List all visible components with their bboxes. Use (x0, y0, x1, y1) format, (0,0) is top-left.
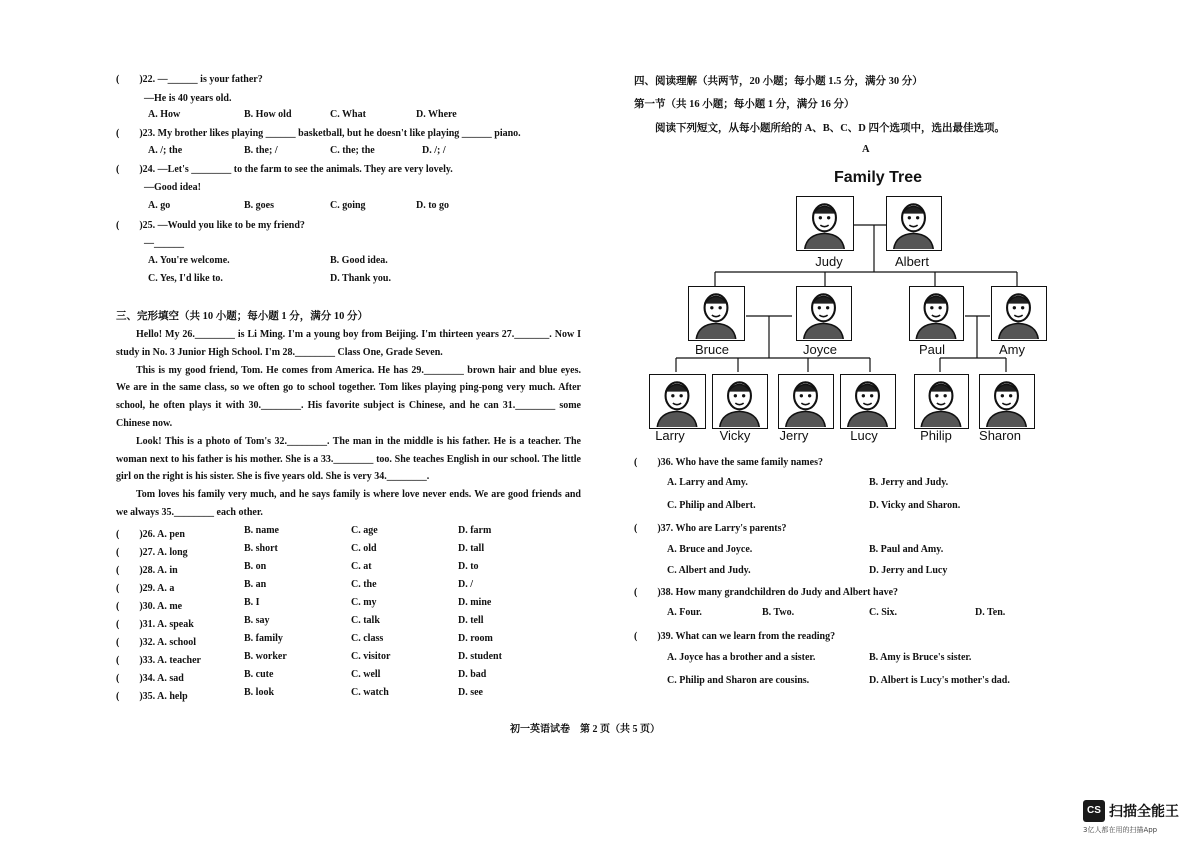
passage-paragraph-4: Tom loves his family very much, and he says family is where love never ends. We are good friends and we always 35.________ each other. (116, 489, 581, 518)
cloze-32-option-a: ( )32. A. school (116, 637, 196, 648)
cloze-33-option-a: ( )33. A. teacher (116, 655, 201, 666)
q36-option-d: D. Vicky and Sharon. (869, 500, 961, 511)
person-portrait-icon (689, 287, 743, 339)
q25-option-c: C. Yes, I'd like to. (148, 273, 223, 284)
q23-option-c: C. the; the (330, 145, 375, 156)
question-24-reply: —Good idea! (144, 182, 201, 193)
cloze-27-option-a: ( )27. A. long (116, 547, 188, 558)
q39-option-d: D. Albert is Lucy's mother's dad. (869, 675, 1010, 686)
q24-option-a: A. go (148, 200, 171, 211)
person-portrait-icon (779, 375, 832, 427)
portrait-judy (796, 196, 854, 251)
cloze-31-option-b: B. say (244, 615, 270, 626)
cloze-35-option-d: D. see (458, 687, 483, 698)
cloze-26-option-d: D. farm (458, 525, 492, 536)
name-label-larry: Larry (655, 428, 685, 443)
name-label-jerry: Jerry (779, 428, 809, 443)
cloze-32-option-c: C. class (351, 633, 384, 644)
cloze-35-option-b: B. look (244, 687, 275, 698)
person-portrait-icon (841, 375, 894, 427)
name-label-albert: Albert (895, 254, 929, 269)
name-label-lucy: Lucy (850, 428, 878, 443)
cloze-31-option-c: C. talk (351, 615, 380, 626)
question-25-stem: ( )25. —Would you like to be my friend? (116, 220, 305, 231)
name-label-sharon: Sharon (979, 428, 1021, 443)
name-label-joyce: Joyce (803, 342, 837, 357)
q37-option-d: D. Jerry and Lucy (869, 565, 948, 576)
cloze-34-option-b: B. cute (244, 669, 274, 680)
q25-option-b: B. Good idea. (330, 255, 388, 266)
person-portrait-icon (650, 375, 704, 427)
cloze-28-option-c: C. at (351, 561, 372, 572)
person-portrait-icon (797, 287, 850, 339)
scanner-tagline: 3亿人都在用的扫描App (1083, 826, 1158, 834)
part-1-heading: 第一节（共 16 小题；每小题 1 分，满分 16 分） (634, 99, 855, 110)
cloze-34-option-c: C. well (351, 669, 381, 680)
cloze-32-option-d: D. room (458, 633, 493, 644)
passage-paragraph-2: This is my good friend, Tom. He comes from America. He has 29.________ brown hair and blue eyes. We are in the same class, so we often go to school together. Tom likes playing ping-pong very much. After school, he often plays it with 30.________. His favorite subject is Chinese, and he can 31.________ some Chinese now. (116, 364, 581, 429)
cloze-35-option-a: ( )35. A. help (116, 691, 188, 702)
question-24-stem: ( )24. —Let's ________ to the farm to see the animals. They are very lovely. (116, 164, 453, 175)
cloze-29-option-a: ( )29. A. a (116, 583, 175, 594)
name-label-judy: Judy (815, 254, 843, 269)
cloze-30-option-a: ( )30. A. me (116, 601, 183, 612)
cloze-passage (116, 326, 581, 522)
q37-option-c: C. Albert and Judy. (667, 565, 751, 576)
question-36-stem: ( )36. Who have the same family names? (634, 457, 823, 468)
cloze-27-option-c: C. old (351, 543, 377, 554)
portrait-larry (649, 374, 706, 429)
name-label-amy: Amy (999, 342, 1025, 357)
person-portrait-icon (910, 287, 962, 339)
cloze-28-option-d: D. to (458, 561, 479, 572)
q38-option-a: A. Four. (667, 607, 702, 618)
name-label-bruce: Bruce (695, 342, 729, 357)
question-23-stem: ( )23. My brother likes playing ______ basketball, but he doesn't like playing ______ piano. (116, 128, 521, 139)
person-portrait-icon (797, 197, 852, 249)
cloze-34-option-a: ( )34. A. sad (116, 673, 184, 684)
q36-option-b: B. Jerry and Judy. (869, 477, 949, 488)
question-39-stem: ( )39. What can we learn from the reading? (634, 631, 836, 642)
q36-option-c: C. Philip and Albert. (667, 500, 756, 511)
q37-option-b: B. Paul and Amy. (869, 544, 944, 555)
cloze-35-option-c: C. watch (351, 687, 389, 698)
person-portrait-icon (980, 375, 1033, 427)
cloze-33-option-b: B. worker (244, 651, 287, 662)
portrait-joyce (796, 286, 852, 341)
question-37-stem: ( )37. Who are Larry's parents? (634, 523, 787, 534)
page-footer: 初一英语试卷 第 2 页（共 5 页） (510, 724, 660, 735)
cloze-26-option-a: ( )26. A. pen (116, 529, 185, 540)
q36-option-a: A. Larry and Amy. (667, 477, 748, 488)
q22-option-b: B. How old (244, 109, 292, 120)
q24-option-d: D. to go (416, 200, 450, 211)
q25-option-a: A. You're welcome. (148, 255, 230, 266)
q39-option-c: C. Philip and Sharon are cousins. (667, 675, 810, 686)
person-portrait-icon (713, 375, 766, 427)
name-label-vicky: Vicky (719, 428, 751, 443)
portrait-albert (886, 196, 942, 251)
cloze-30-option-d: D. mine (458, 597, 492, 608)
q37-option-a: A. Bruce and Joyce. (667, 544, 753, 555)
question-25-reply: —______ (144, 238, 184, 249)
portrait-bruce (688, 286, 745, 341)
cloze-31-option-d: D. tell (458, 615, 484, 626)
question-38-stem: ( )38. How many grandchildren do Judy and Albert have? (634, 587, 899, 598)
portrait-amy (991, 286, 1047, 341)
portrait-jerry (778, 374, 834, 429)
cloze-30-option-b: B. I (244, 597, 260, 608)
question-22-stem: ( )22. —______ is your father? (116, 74, 263, 85)
q22-option-a: A. How (148, 109, 181, 120)
portrait-paul (909, 286, 964, 341)
q22-option-c: C. What (330, 109, 366, 120)
q25-option-d: D. Thank you. (330, 273, 391, 284)
cloze-31-option-a: ( )31. A. speak (116, 619, 194, 630)
cloze-29-option-b: B. an (244, 579, 267, 590)
cloze-30-option-c: C. my (351, 597, 377, 608)
q39-option-a: A. Joyce has a brother and a sister. (667, 652, 816, 663)
section-3-heading: 三、完形填空（共 10 小题；每小题 1 分，满分 10 分） (116, 311, 368, 322)
q24-option-b: B. goes (244, 200, 274, 211)
cloze-28-option-b: B. on (244, 561, 267, 572)
cloze-29-option-c: C. the (351, 579, 377, 590)
q38-option-d: D. Ten. (975, 607, 1006, 618)
cloze-32-option-b: B. family (244, 633, 283, 644)
name-label-philip: Philip (920, 428, 952, 443)
cloze-29-option-d: D. / (458, 579, 473, 590)
portrait-philip (914, 374, 969, 429)
person-portrait-icon (887, 197, 940, 249)
q23-option-b: B. the; / (244, 145, 278, 156)
question-22-reply: —He is 40 years old. (144, 93, 232, 104)
cloze-33-option-c: C. visitor (351, 651, 391, 662)
family-tree-title: Family Tree (834, 169, 923, 186)
cloze-27-option-b: B. short (244, 543, 278, 554)
cloze-33-option-d: D. student (458, 651, 502, 662)
portrait-vicky (712, 374, 768, 429)
name-label-paul: Paul (918, 342, 946, 357)
person-portrait-icon (915, 375, 967, 427)
cloze-26-option-c: C. age (351, 525, 378, 536)
passage-paragraph-3: Look! This is a photo of Tom's 32.________. The man in the middle is his father. He is a teacher. The woman next to his father is his mother. She is a 33.________ too. She teaches English in our school. The little girl on the right is his sister. She is five years old. She is very 34.________. (116, 435, 581, 483)
q22-option-d: D. Where (416, 109, 457, 120)
q23-option-d: D. /; / (422, 145, 446, 156)
camscanner-logo-icon: CS (1083, 800, 1105, 822)
q38-option-c: C. Six. (869, 607, 898, 618)
passage-paragraph-1: Hello! My 26.________ is Li Ming. I'm a young boy from Beijing. I'm thirteen years 27._______. Now I study in No. 3 Junior High School. I'm 28.________ Class One, Grade Seven. (116, 329, 581, 358)
cloze-26-option-b: B. name (244, 525, 279, 536)
q38-option-b: B. Two. (762, 607, 795, 618)
scanner-app-name: 扫描全能王 (1109, 804, 1179, 820)
reading-instruction: 阅读下列短文，从每小题所给的 A、B、C、D 四个选项中，选出最佳选项。 (655, 123, 1006, 134)
portrait-sharon (979, 374, 1035, 429)
cloze-28-option-a: ( )28. A. in (116, 565, 178, 576)
person-portrait-icon (992, 287, 1045, 339)
q24-option-c: C. going (330, 200, 366, 211)
q23-option-a: A. /; the (148, 145, 183, 156)
cloze-34-option-d: D. bad (458, 669, 487, 680)
portrait-lucy (840, 374, 896, 429)
cloze-27-option-d: D. tall (458, 543, 485, 554)
section-4-heading: 四、阅读理解（共两节，20 小题；每小题 1.5 分，满分 30 分） (634, 76, 923, 87)
passage-label: A (862, 144, 870, 155)
q39-option-b: B. Amy is Bruce's sister. (869, 652, 972, 663)
